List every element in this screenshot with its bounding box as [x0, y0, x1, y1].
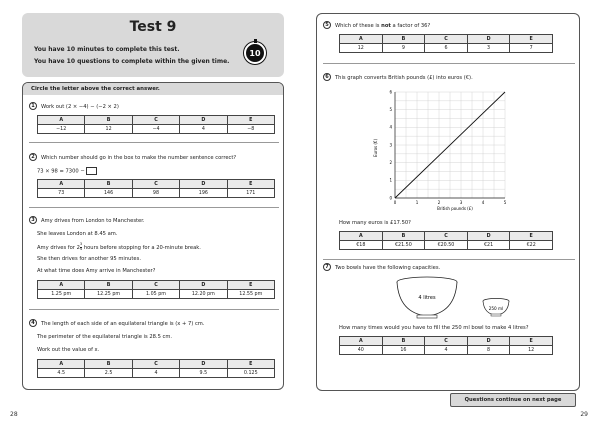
option-a-header[interactable]: A [340, 337, 383, 346]
divider [323, 259, 575, 260]
option-d-value: 12.20 pm [180, 290, 227, 299]
option-b-value: 16 [382, 346, 425, 355]
x-axis-ticks [394, 200, 507, 205]
option-e-header[interactable]: E [227, 180, 274, 189]
question-count-instruction: You have 10 questions to complete within the given time. [34, 58, 230, 65]
fraction-numerator: 3 [79, 242, 83, 246]
option-d-header[interactable]: D [180, 281, 227, 290]
option-c-header[interactable]: C [132, 360, 179, 369]
question-text: Two bowls have the following capacities. [335, 265, 441, 271]
option-a-value: 12 [340, 44, 383, 53]
page-number: 28 [10, 411, 18, 418]
option-b-value: 12.25 pm [85, 290, 132, 299]
option-a-value: 40 [340, 346, 383, 355]
option-d-header[interactable]: D [180, 116, 227, 125]
question-text [37, 243, 201, 252]
test-header [22, 13, 284, 77]
bowls-illustration [393, 273, 523, 323]
option-e-value: 171 [227, 189, 274, 198]
option-e-value: 7 [510, 44, 553, 53]
option-d-value: 9.5 [180, 369, 227, 378]
option-b-header[interactable]: B [85, 281, 132, 290]
question-text: Which number should go in the box to make the number sentence correct? [41, 155, 237, 161]
option-b-header[interactable]: B [382, 337, 425, 346]
option-a-header[interactable]: A [38, 116, 85, 125]
option-e-header[interactable]: E [510, 35, 553, 44]
option-b-header[interactable]: B [85, 116, 132, 125]
question-text: Amy drives from London to Manchester. [41, 218, 145, 224]
option-c-value: 6 [425, 44, 468, 53]
answer-table-q4 [37, 359, 275, 378]
question-number: 5 [323, 21, 331, 29]
questions-panel-right [316, 13, 580, 391]
answer-table-q6 [339, 231, 553, 250]
option-d-header[interactable]: D [180, 360, 227, 369]
option-a-value: 4.5 [38, 369, 85, 378]
option-a-header[interactable]: A [340, 35, 383, 44]
y-tick-label: 1 [389, 177, 392, 183]
option-e-header[interactable]: E [227, 360, 274, 369]
question-text: The perimeter of the equilateral triangle is 28.5 cm. [37, 334, 173, 340]
question-text-part: Which of these is [335, 23, 382, 29]
option-c-header[interactable]: C [425, 232, 468, 241]
question-text: This graph converts British pounds (£) into euros (€). [335, 75, 473, 81]
emphasis-text: not [381, 23, 391, 29]
conversion-graph [365, 86, 515, 212]
option-b-value: 2.5 [85, 369, 132, 378]
answer-box[interactable] [86, 167, 97, 175]
option-d-header[interactable]: D [467, 35, 510, 44]
option-d-value: 3 [467, 44, 510, 53]
option-a-value: 73 [38, 189, 85, 198]
option-d-value: 196 [180, 189, 227, 198]
option-c-value: €20.50 [425, 241, 468, 250]
y-axis-label: Euros (€) [373, 138, 378, 158]
page-number: 29 [580, 411, 588, 418]
option-d-value: 8 [467, 346, 510, 355]
option-d-header[interactable]: D [467, 337, 510, 346]
stopwatch-icon: 10 [244, 42, 266, 64]
option-d-value: €21 [467, 241, 510, 250]
option-b-header[interactable]: B [382, 232, 425, 241]
answer-table-q2 [37, 179, 275, 198]
question-number: 1 [29, 102, 37, 110]
option-a-header[interactable]: A [38, 281, 85, 290]
large-bowl-label: 4 litres [418, 295, 436, 301]
y-tick-label: 0 [389, 195, 392, 201]
number-sentence [37, 167, 97, 175]
page-title: Test 9 [129, 19, 177, 35]
option-e-header[interactable]: E [510, 232, 553, 241]
option-a-header[interactable]: A [340, 232, 383, 241]
divider [29, 309, 279, 310]
questions-panel-left [22, 82, 284, 390]
x-tick-label: 2 [437, 200, 441, 205]
option-c-header[interactable]: C [425, 337, 468, 346]
y-tick-label: 4 [389, 124, 392, 130]
question-text: She leaves London at 8.45 am. [37, 231, 118, 237]
option-c-value: 98 [132, 189, 179, 198]
option-c-header[interactable]: C [132, 281, 179, 290]
option-a-value: −12 [38, 125, 85, 134]
x-tick-label: 5 [503, 200, 507, 205]
option-c-value: 4 [132, 369, 179, 378]
question-text [335, 23, 430, 29]
option-c-value: 1.05 pm [132, 290, 179, 299]
option-c-header[interactable]: C [425, 35, 468, 44]
option-b-header[interactable]: B [85, 360, 132, 369]
y-tick-label: 2 [389, 160, 392, 166]
small-bowl-label: 250 ml [488, 306, 504, 311]
option-e-header[interactable]: E [510, 337, 553, 346]
x-tick-label: 3 [459, 200, 463, 205]
option-e-value: 0.125 [227, 369, 274, 378]
x-tick-label: 1 [415, 200, 419, 205]
option-c-value: −4 [132, 125, 179, 134]
fraction-denominator: 4 [79, 246, 83, 251]
answer-table-q5 [339, 34, 553, 53]
option-e-value: €22 [510, 241, 553, 250]
divider [29, 207, 279, 208]
answer-table-q1 [37, 115, 275, 134]
question-number: 6 [323, 73, 331, 81]
option-b-header[interactable]: B [382, 35, 425, 44]
question-text: She then drives for another 95 minutes. [37, 256, 141, 262]
question-number: 4 [29, 319, 37, 327]
option-d-header[interactable]: D [467, 232, 510, 241]
question-number: 3 [29, 216, 37, 224]
option-a-header[interactable]: A [38, 180, 85, 189]
option-b-value: 12 [85, 125, 132, 134]
question-text: At what time does Amy arrive in Manchester? [37, 268, 156, 274]
right-page [300, 0, 600, 424]
answer-table-q7 [339, 336, 553, 355]
option-b-header[interactable]: B [85, 180, 132, 189]
y-tick-label: 5 [389, 107, 392, 113]
time-instruction: You have 10 minutes to complete this test. [34, 46, 180, 53]
question-text: The length of each side of an equilateral triangle is (x + 7) cm. [41, 321, 205, 327]
y-axis-ticks [389, 89, 392, 200]
y-tick-label: 6 [389, 89, 392, 95]
answer-table-q3 [37, 280, 275, 299]
divider [323, 63, 575, 64]
x-tick-label: 0 [393, 200, 397, 205]
fraction [80, 243, 82, 252]
option-b-value: 9 [382, 44, 425, 53]
instruction-bar: Circle the letter above the correct answer. [23, 83, 283, 95]
number-sentence-text: 73 × 98 = 7300 − [37, 168, 85, 175]
x-axis-label: British pounds (£) [437, 206, 473, 211]
question-number: 2 [29, 153, 37, 161]
question-text-part: a factor of 36? [390, 23, 431, 29]
question-number: 7 [323, 263, 331, 271]
question-text: How many euros is £17.50? [339, 220, 411, 226]
continue-banner: Questions continue on next page [450, 393, 576, 407]
option-a-value: €18 [340, 241, 383, 250]
question-text-part: Amy drives for 2 [37, 244, 80, 251]
option-b-value: €21.50 [382, 241, 425, 250]
x-tick-label: 4 [481, 200, 485, 205]
y-tick-label: 3 [389, 142, 392, 148]
question-text: Work out (2 × −4) − (−2 × 2) [41, 104, 119, 110]
question-text: Work out the value of x. [37, 347, 100, 353]
option-b-value: 146 [85, 189, 132, 198]
option-c-value: 4 [425, 346, 468, 355]
option-e-header[interactable]: E [227, 281, 274, 290]
option-d-value: 4 [180, 125, 227, 134]
divider [29, 142, 279, 143]
option-c-header[interactable]: C [132, 180, 179, 189]
question-text-part: hours before stopping for a 20-minute break. [83, 244, 201, 251]
option-d-header[interactable]: D [180, 180, 227, 189]
option-a-header[interactable]: A [38, 360, 85, 369]
option-a-value: 1.25 pm [38, 290, 85, 299]
option-c-header[interactable]: C [132, 116, 179, 125]
option-e-value: 12 [510, 346, 553, 355]
question-text: How many times would you have to fill the 250 ml bowl to make 4 litres? [339, 325, 529, 331]
option-e-header[interactable]: E [227, 116, 274, 125]
option-e-value: −8 [227, 125, 274, 134]
option-e-value: 12.55 pm [227, 290, 274, 299]
